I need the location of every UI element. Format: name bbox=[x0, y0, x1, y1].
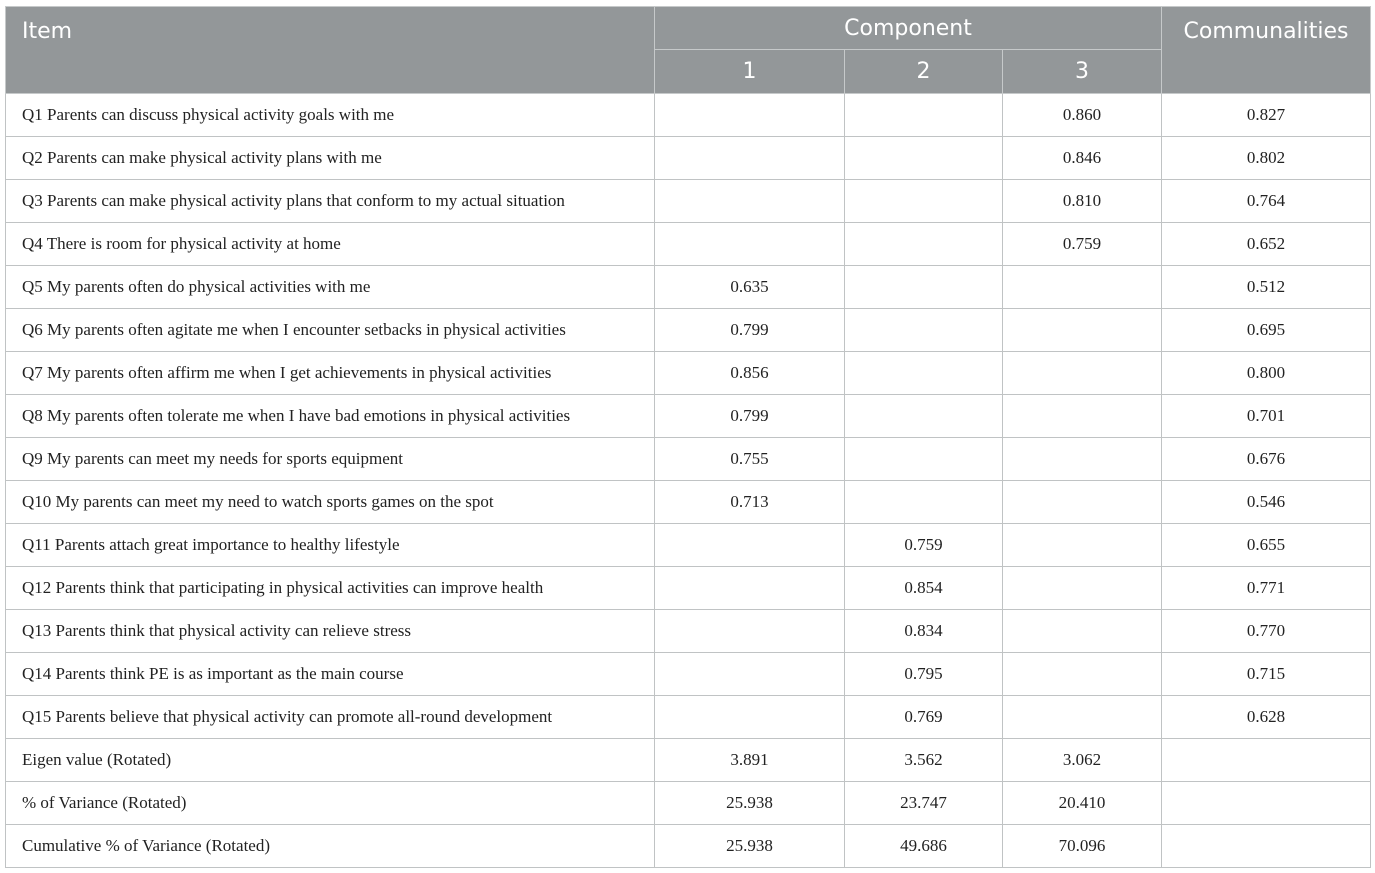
component-1-cell: 3.891 bbox=[655, 739, 845, 782]
table-row bbox=[6, 653, 1371, 696]
component-2-cell bbox=[845, 180, 1003, 223]
item-cell: Q4 There is room for physical activity at home bbox=[6, 223, 655, 266]
component-3-cell bbox=[1003, 696, 1162, 739]
item-cell: Q13 Parents think that physical activity can relieve stress bbox=[6, 610, 655, 653]
component-3-cell bbox=[1003, 309, 1162, 352]
item-cell: Q10 My parents can meet my need to watch sports games on the spot bbox=[6, 481, 655, 524]
component-3-cell bbox=[1003, 567, 1162, 610]
communality-cell bbox=[1162, 782, 1371, 825]
table-row bbox=[6, 825, 1371, 868]
communality-cell bbox=[1162, 825, 1371, 868]
component-2-cell bbox=[845, 352, 1003, 395]
component-1-cell bbox=[655, 567, 845, 610]
component-1-cell bbox=[655, 137, 845, 180]
header-component-2: 2 bbox=[845, 50, 1003, 94]
table-row bbox=[6, 481, 1371, 524]
header-component-1: 1 bbox=[655, 50, 845, 94]
component-3-cell: 3.062 bbox=[1003, 739, 1162, 782]
component-2-cell: 0.854 bbox=[845, 567, 1003, 610]
component-2-cell bbox=[845, 266, 1003, 309]
component-3-cell bbox=[1003, 524, 1162, 567]
item-cell: Cumulative % of Variance (Rotated) bbox=[6, 825, 655, 868]
component-2-cell: 0.834 bbox=[845, 610, 1003, 653]
table-row bbox=[6, 610, 1371, 653]
component-2-cell bbox=[845, 481, 1003, 524]
item-cell: Q2 Parents can make physical activity plans with me bbox=[6, 137, 655, 180]
communality-cell: 0.652 bbox=[1162, 223, 1371, 266]
communality-cell: 0.764 bbox=[1162, 180, 1371, 223]
component-3-cell: 70.096 bbox=[1003, 825, 1162, 868]
component-3-cell bbox=[1003, 610, 1162, 653]
component-2-cell: 0.759 bbox=[845, 524, 1003, 567]
component-3-cell: 20.410 bbox=[1003, 782, 1162, 825]
component-3-cell: 0.759 bbox=[1003, 223, 1162, 266]
component-1-cell: 25.938 bbox=[655, 782, 845, 825]
component-3-cell bbox=[1003, 395, 1162, 438]
item-cell: Q1 Parents can discuss physical activity goals with me bbox=[6, 94, 655, 137]
item-cell: Q8 My parents often tolerate me when I have bad emotions in physical activities bbox=[6, 395, 655, 438]
component-1-cell: 0.856 bbox=[655, 352, 845, 395]
component-1-cell: 0.799 bbox=[655, 309, 845, 352]
table-row bbox=[6, 223, 1371, 266]
component-1-cell bbox=[655, 524, 845, 567]
component-2-cell bbox=[845, 94, 1003, 137]
communality-cell: 0.512 bbox=[1162, 266, 1371, 309]
table-row bbox=[6, 524, 1371, 567]
component-1-cell: 25.938 bbox=[655, 825, 845, 868]
item-cell: Q3 Parents can make physical activity plans that conform to my actual situation bbox=[6, 180, 655, 223]
component-3-cell bbox=[1003, 653, 1162, 696]
component-2-cell bbox=[845, 137, 1003, 180]
component-3-cell: 0.860 bbox=[1003, 94, 1162, 137]
table-row bbox=[6, 395, 1371, 438]
component-3-cell bbox=[1003, 438, 1162, 481]
item-cell: Q11 Parents attach great importance to healthy lifestyle bbox=[6, 524, 655, 567]
component-2-cell: 23.747 bbox=[845, 782, 1003, 825]
communality-cell: 0.802 bbox=[1162, 137, 1371, 180]
component-2-cell bbox=[845, 438, 1003, 481]
component-1-cell bbox=[655, 223, 845, 266]
table-row bbox=[6, 266, 1371, 309]
communality-cell: 0.771 bbox=[1162, 567, 1371, 610]
component-3-cell bbox=[1003, 266, 1162, 309]
communality-cell: 0.695 bbox=[1162, 309, 1371, 352]
table-row bbox=[6, 352, 1371, 395]
header-component: Component bbox=[655, 7, 1162, 50]
communality-cell: 0.827 bbox=[1162, 94, 1371, 137]
component-3-cell: 0.846 bbox=[1003, 137, 1162, 180]
component-2-cell: 3.562 bbox=[845, 739, 1003, 782]
communality-cell: 0.770 bbox=[1162, 610, 1371, 653]
header-component-3: 3 bbox=[1003, 50, 1162, 94]
component-1-cell bbox=[655, 180, 845, 223]
component-2-cell bbox=[845, 309, 1003, 352]
communality-cell: 0.546 bbox=[1162, 481, 1371, 524]
component-3-cell bbox=[1003, 352, 1162, 395]
component-1-cell: 0.635 bbox=[655, 266, 845, 309]
item-cell: Q14 Parents think PE is as important as the main course bbox=[6, 653, 655, 696]
table-row bbox=[6, 438, 1371, 481]
component-3-cell bbox=[1003, 481, 1162, 524]
table-row bbox=[6, 696, 1371, 739]
communality-cell: 0.715 bbox=[1162, 653, 1371, 696]
component-2-cell: 49.686 bbox=[845, 825, 1003, 868]
component-2-cell bbox=[845, 395, 1003, 438]
communality-cell: 0.800 bbox=[1162, 352, 1371, 395]
component-1-cell bbox=[655, 610, 845, 653]
communality-cell: 0.701 bbox=[1162, 395, 1371, 438]
item-cell: Eigen value (Rotated) bbox=[6, 739, 655, 782]
table-row bbox=[6, 94, 1371, 137]
communality-cell bbox=[1162, 739, 1371, 782]
component-2-cell bbox=[845, 223, 1003, 266]
communality-cell: 0.676 bbox=[1162, 438, 1371, 481]
table-row bbox=[6, 309, 1371, 352]
table-row bbox=[6, 782, 1371, 825]
header-communalities: Communalities bbox=[1162, 7, 1371, 94]
component-1-cell bbox=[655, 653, 845, 696]
table-row bbox=[6, 180, 1371, 223]
component-3-cell: 0.810 bbox=[1003, 180, 1162, 223]
item-cell: Q7 My parents often affirm me when I get achievements in physical activities bbox=[6, 352, 655, 395]
communality-cell: 0.655 bbox=[1162, 524, 1371, 567]
factor-analysis-table bbox=[5, 6, 1371, 868]
item-cell: Q6 My parents often agitate me when I encounter setbacks in physical activities bbox=[6, 309, 655, 352]
item-cell: Q12 Parents think that participating in physical activities can improve health bbox=[6, 567, 655, 610]
table-row bbox=[6, 567, 1371, 610]
component-2-cell: 0.769 bbox=[845, 696, 1003, 739]
table-row bbox=[6, 137, 1371, 180]
component-1-cell: 0.755 bbox=[655, 438, 845, 481]
component-2-cell: 0.795 bbox=[845, 653, 1003, 696]
table-header bbox=[6, 7, 1371, 94]
table-row bbox=[6, 739, 1371, 782]
header-row-top bbox=[6, 7, 1371, 50]
header-item: Item bbox=[6, 7, 655, 94]
item-cell: % of Variance (Rotated) bbox=[6, 782, 655, 825]
table-body bbox=[6, 94, 1371, 868]
communality-cell: 0.628 bbox=[1162, 696, 1371, 739]
item-cell: Q9 My parents can meet my needs for sports equipment bbox=[6, 438, 655, 481]
component-1-cell: 0.713 bbox=[655, 481, 845, 524]
component-1-cell bbox=[655, 696, 845, 739]
component-1-cell bbox=[655, 94, 845, 137]
item-cell: Q15 Parents believe that physical activity can promote all-round development bbox=[6, 696, 655, 739]
component-1-cell: 0.799 bbox=[655, 395, 845, 438]
item-cell: Q5 My parents often do physical activities with me bbox=[6, 266, 655, 309]
